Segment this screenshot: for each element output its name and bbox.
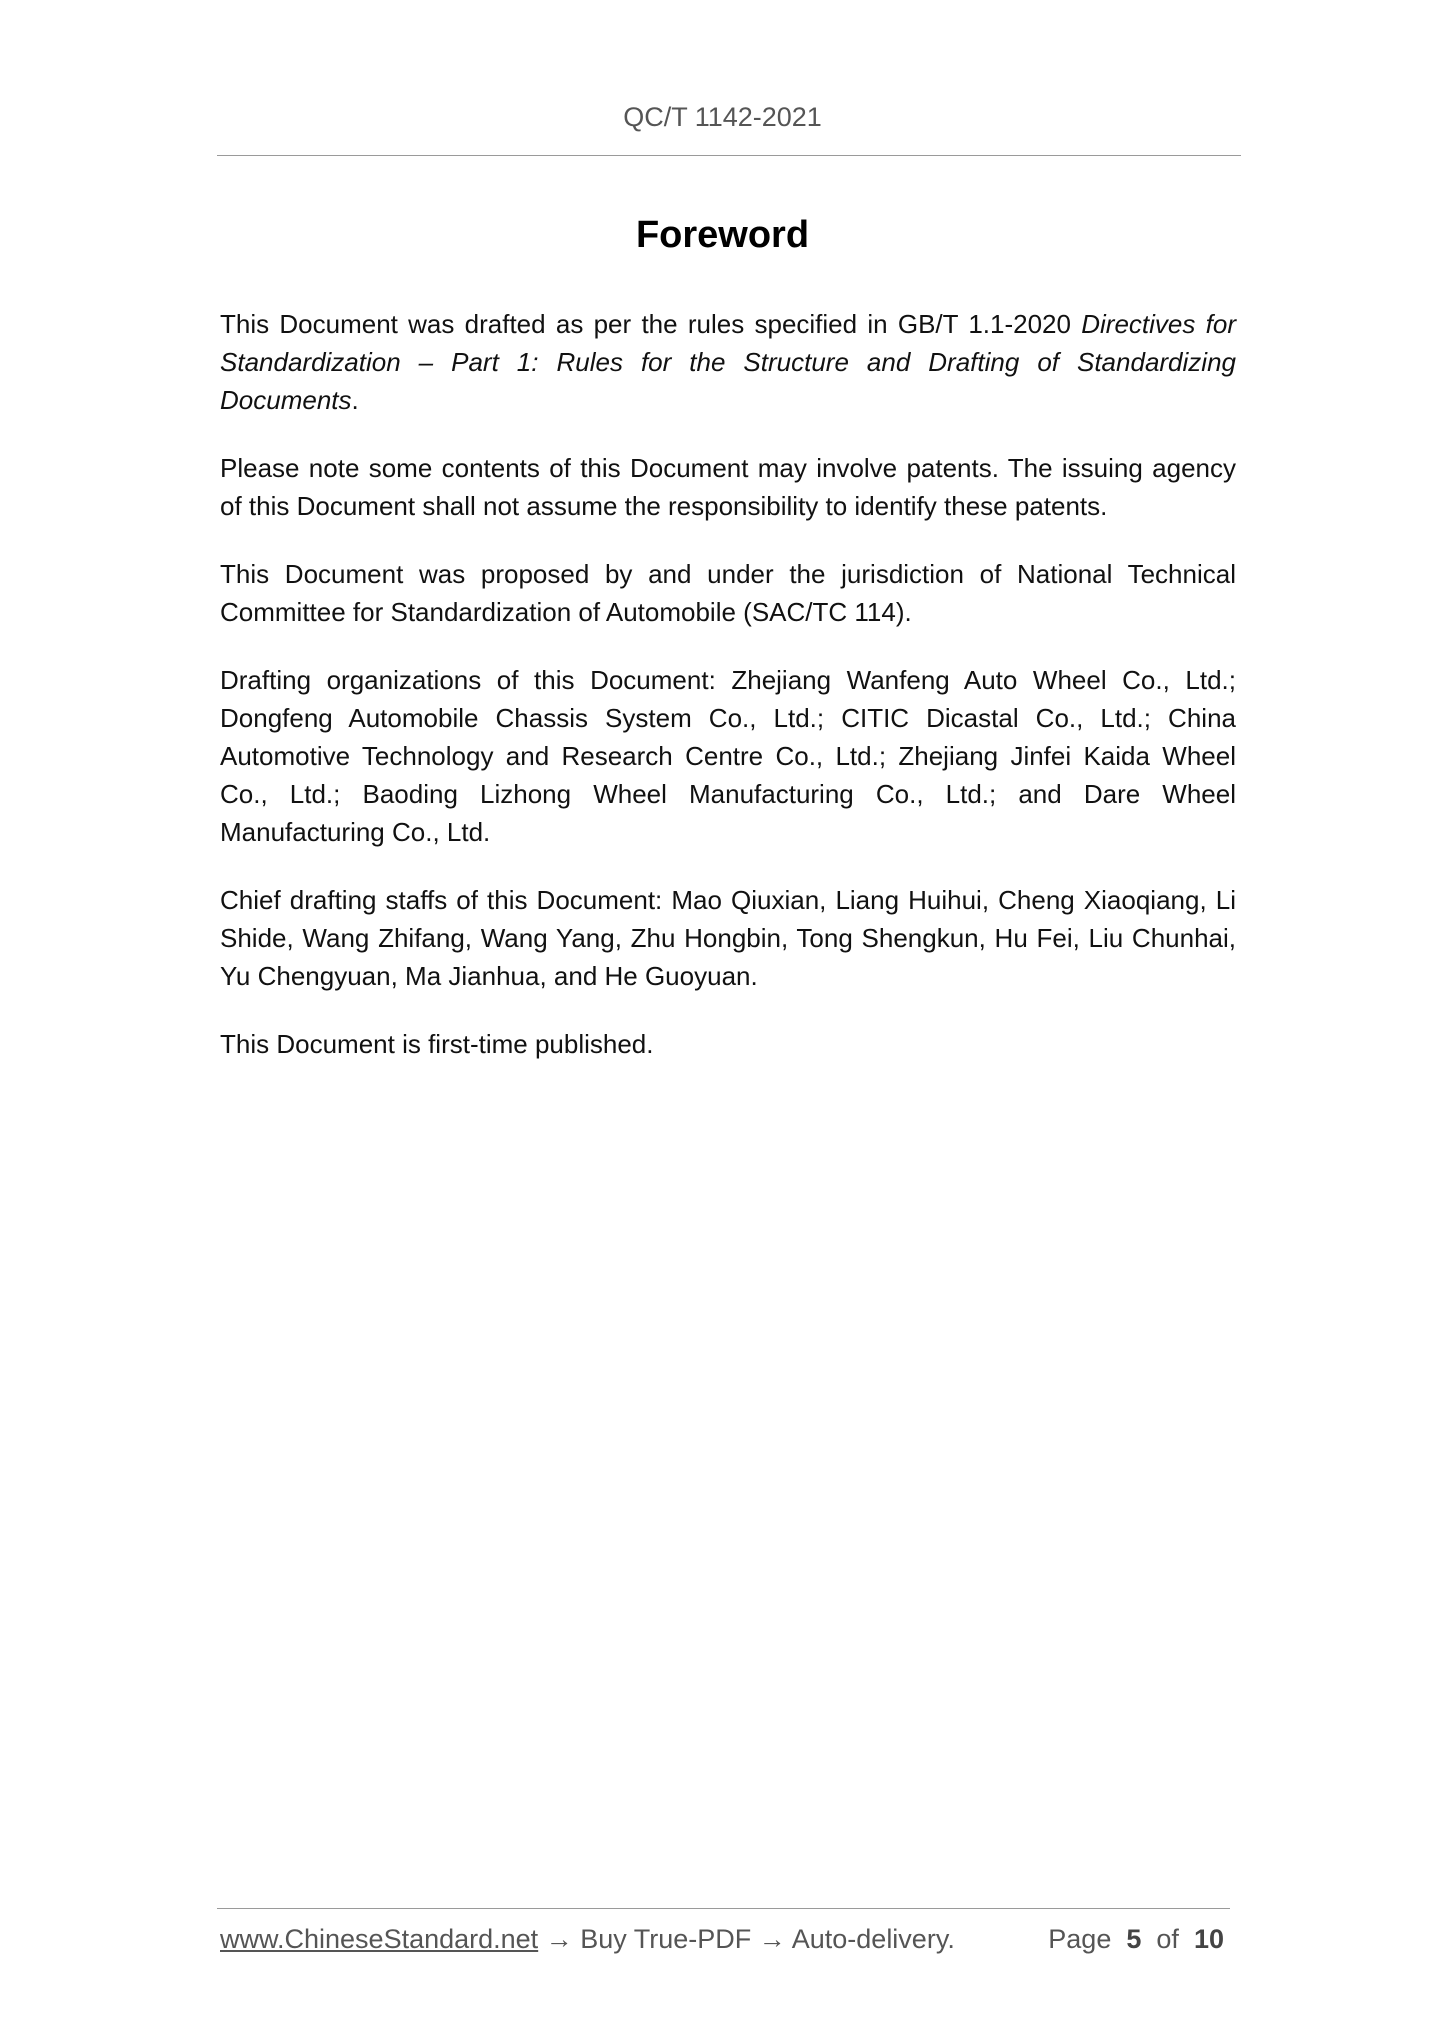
paragraph-drafting-staff: Chief drafting staffs of this Document: Mao Qiuxian, Liang Huihui, Cheng Xiaoqiang, Li Shide, Wang Zhifang, Wang Yang, Zhu Hongbin, Tong Shengkun, Hu Fei, Liu Chunhai, Yu Chengyuan, Ma Jianhua, and He Guoyuan. [220,885,1236,991]
header-divider [217,155,1241,156]
paragraph-jurisdiction: This Document was proposed by and under the jurisdiction of National Technical Committee for Standardization of Automobile (SAC/TC 114). [220,559,1236,627]
page-label: Page [1048,1924,1112,1954]
footer-divider [217,1908,1230,1909]
page-of-label: of [1156,1924,1179,1954]
paragraph-first-published: This Document is first-time published. [220,1029,654,1059]
paragraph-text: . [351,385,359,415]
footer-promo-text: → Buy True-PDF → Auto-delivery. [538,1924,955,1954]
italic-standard-title: Directives for Standardization – Part 1: Rules for the Structure and Drafting of Standardizing Documents [220,309,1236,415]
page-number [1048,1924,1224,1955]
paragraph-patents: Please note some contents of this Document may involve patents. The issuing agency of this Document shall not assume the responsibility to identify these patents. [220,453,1236,521]
paragraph-text: This Document was drafted as per the rules specified in GB/T 1.1-2020 [220,309,1082,339]
foreword-body [220,305,1236,1093]
total-pages: 10 [1193,1924,1224,1954]
page-title: Foreword [635,214,810,256]
footer-promo [220,1924,955,1955]
current-page: 5 [1126,1924,1142,1954]
paragraph-drafting-organizations: Drafting organizations of this Document: Zhejiang Wanfeng Auto Wheel Co., Ltd.; Dongfeng Automobile Chassis System Co., Ltd.; CITIC Dicastal Co., Ltd.; China Automotive Technology and Research Centre Co., Ltd.; Zhejiang Jinfei Kaida Wheel Co., Ltd.; Baoding Lizhong Wheel Manufacturing Co., Ltd.; and Dare Wheel Manufacturing Co., Ltd. [220,665,1236,847]
document-code-header: QC/T 1142-2021 [623,102,822,132]
paragraph-drafting-rules [220,305,1236,419]
website-link[interactable]: www.ChineseStandard.net [220,1924,539,1954]
